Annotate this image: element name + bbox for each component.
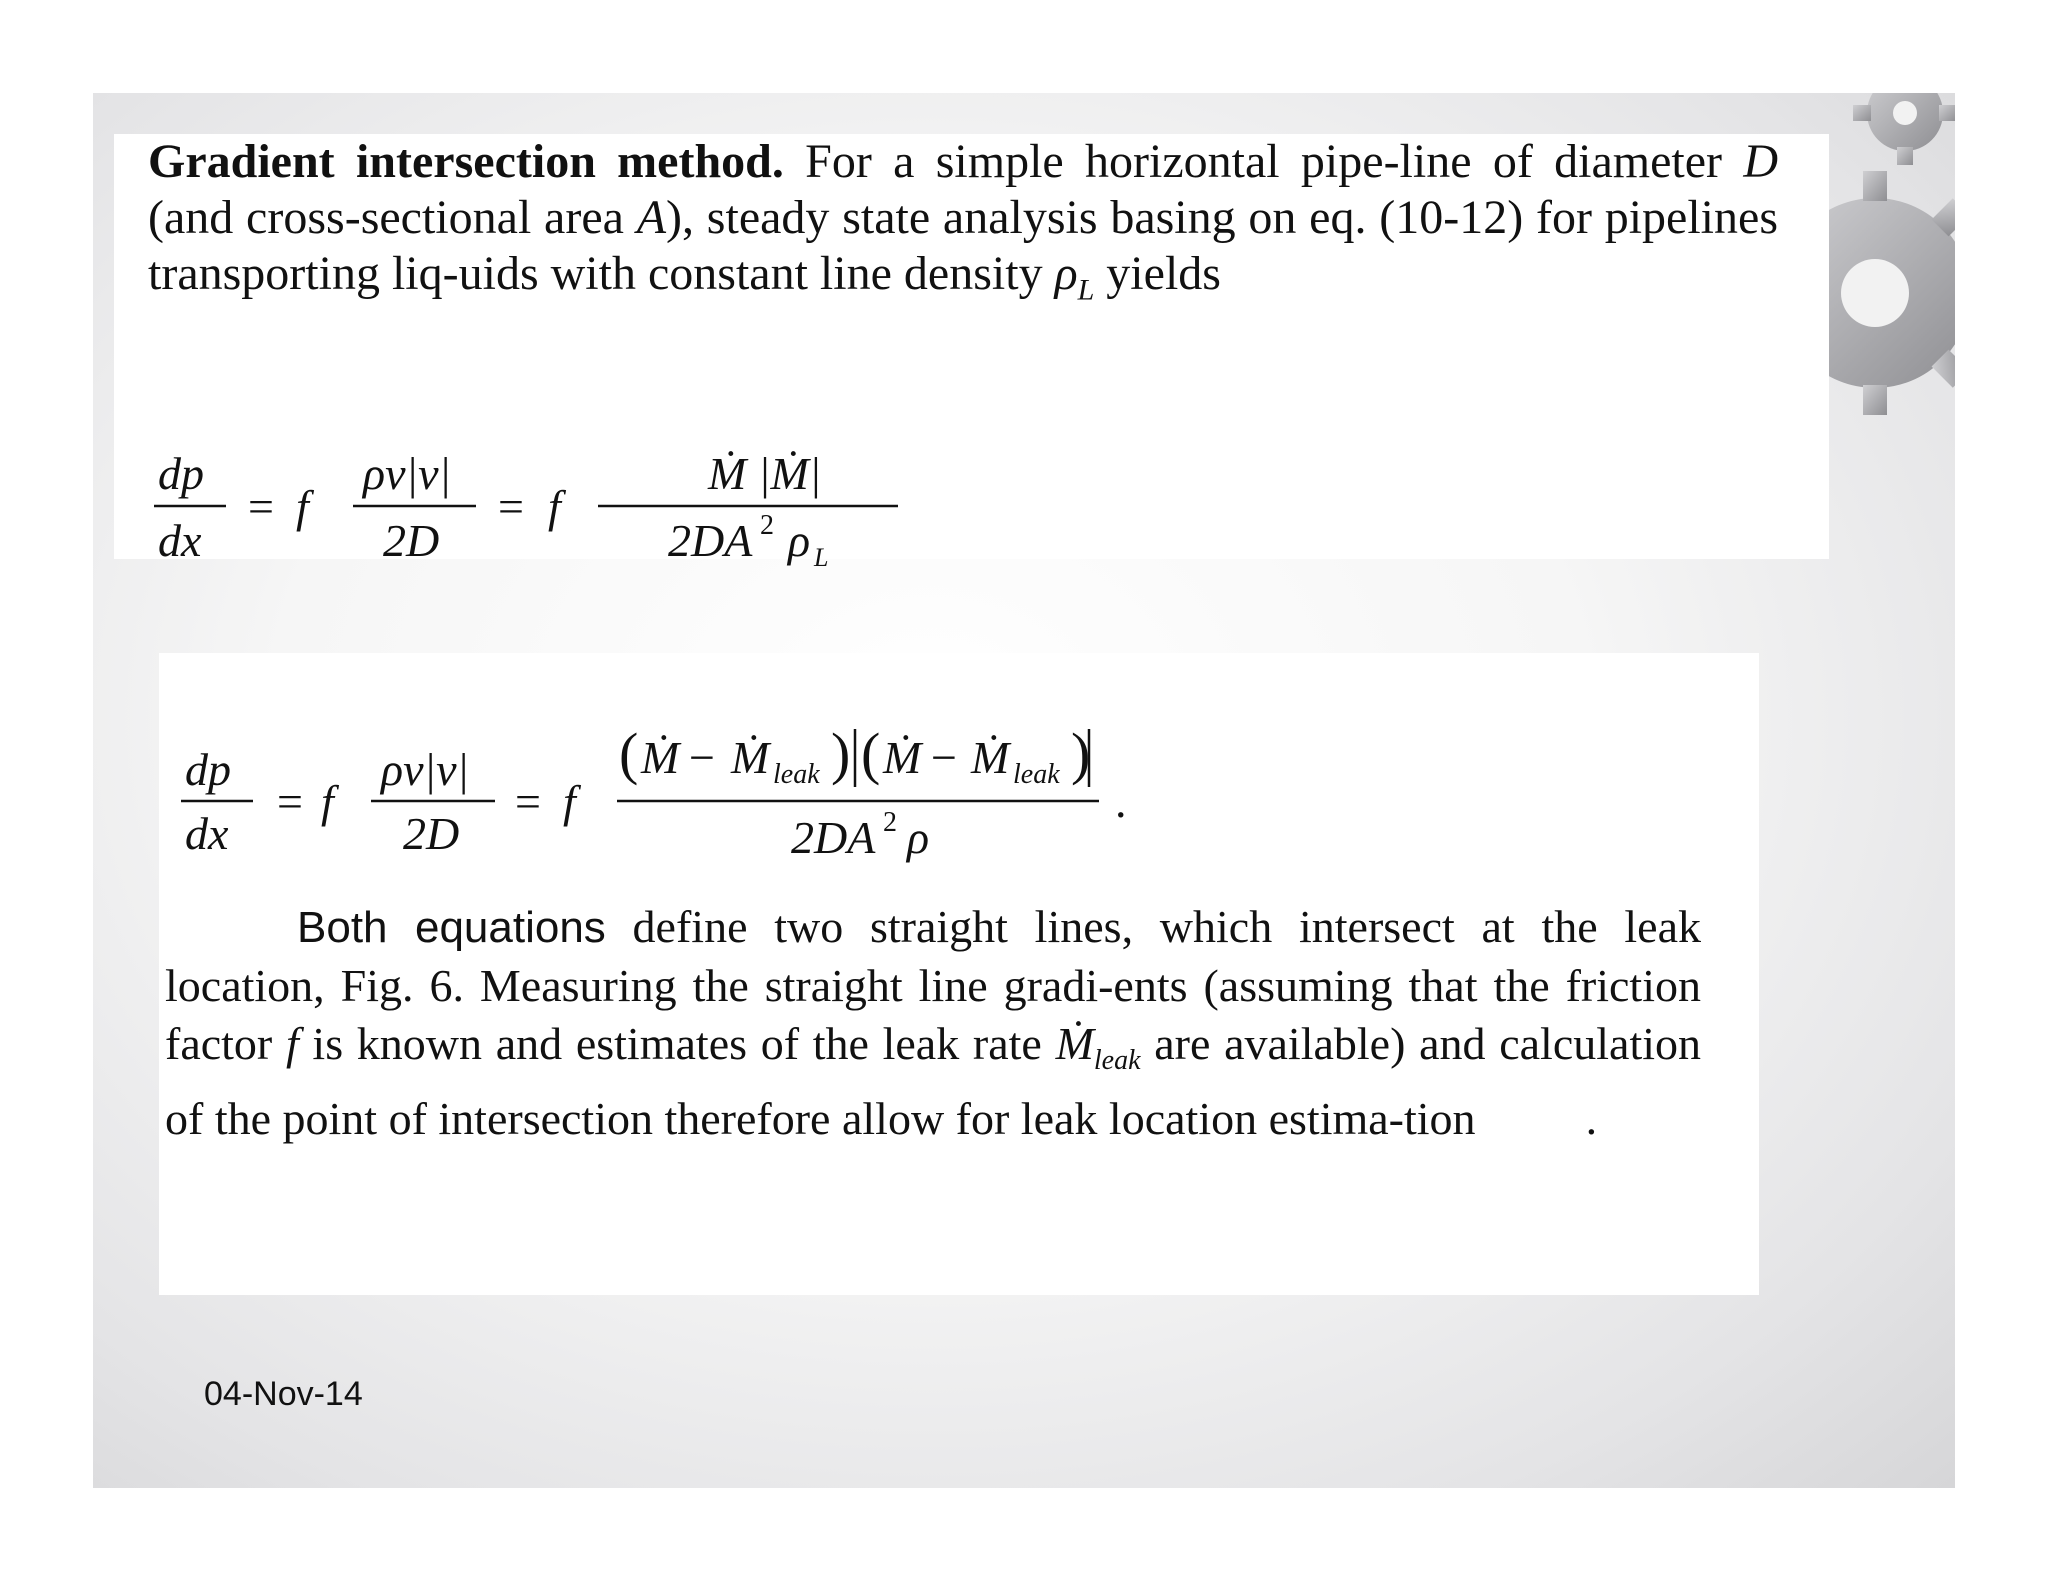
svg-text:): ) [1071, 721, 1091, 786]
eq1-den1: 2D [383, 515, 440, 566]
svg-text:Ṁ: Ṁ [641, 732, 680, 783]
svg-text:f: f [563, 776, 576, 827]
method-heading: Gradient intersection method. [148, 135, 784, 188]
svg-text:2: 2 [883, 807, 897, 838]
eq1-dp: dp [158, 448, 204, 499]
svg-text:Ṁ: Ṁ [883, 732, 922, 783]
svg-text:leak: leak [773, 759, 820, 790]
eq2-dp: dp [185, 744, 231, 795]
svg-text:f: f [548, 481, 561, 532]
slide-date: 04-Nov-14 [204, 1375, 363, 1413]
svg-text:f: f [296, 481, 309, 532]
eq2-den1: 2D [403, 808, 460, 859]
svg-text:ρ: ρ [907, 812, 930, 863]
svg-text:Ṁ: Ṁ [971, 732, 1010, 783]
eq1-num2: Ṁ |Ṁ| [708, 448, 822, 499]
svg-text:(: ( [619, 721, 639, 786]
svg-text:−: − [689, 732, 715, 783]
svg-text:.: . [1115, 776, 1127, 827]
svg-text:2: 2 [760, 510, 774, 541]
svg-text:=: = [515, 776, 541, 827]
eq1-dx: dx [158, 515, 202, 566]
svg-text:=: = [277, 776, 303, 827]
svg-text:Ṁ: Ṁ [731, 732, 770, 783]
steady-state-equation [148, 434, 948, 574]
leak-paragraph: Both equations define two straight lines, which intersect at the leak location, Fig. 6. Measuring the straight line gradi-ents (assuming that the friction factor f is known and estimates of the leak rate Ṁ$_{leak}$ are available) and calculation of the point of intersection therefore allow for leak location estima-tion . [165, 901, 1702, 1145]
eq2-dx: dx [185, 808, 229, 859]
svg-text:leak: leak [1013, 759, 1060, 790]
eq1-num1: ρv|v| [363, 448, 452, 499]
leak-text-box [159, 653, 1759, 1295]
svg-text:=: = [248, 481, 274, 532]
slide [93, 93, 1955, 1488]
intro-paragraph: Gradient intersection method. For a simple horizontal pipe-line of diameter D (and cross-sectional area A), steady state analysis basing on eq. (10-12) for pipelines transporting liq-uids with constant line density $\rho_L$ yields [148, 135, 1779, 307]
intro-text-box [114, 134, 1829, 572]
svg-text:f: f [321, 776, 334, 827]
eq1-den2: 2DA [668, 515, 753, 566]
leak-equation [171, 693, 1371, 863]
svg-text:=: = [498, 481, 524, 532]
svg-text:(: ( [861, 721, 881, 786]
eq2-num1: ρv|v| [381, 744, 470, 795]
eq2-den2: 2DA [791, 812, 876, 863]
svg-text:): ) [831, 721, 851, 786]
svg-text:L: L [814, 543, 829, 572]
svg-text:ρ: ρ [788, 515, 811, 566]
svg-text:−: − [931, 732, 957, 783]
